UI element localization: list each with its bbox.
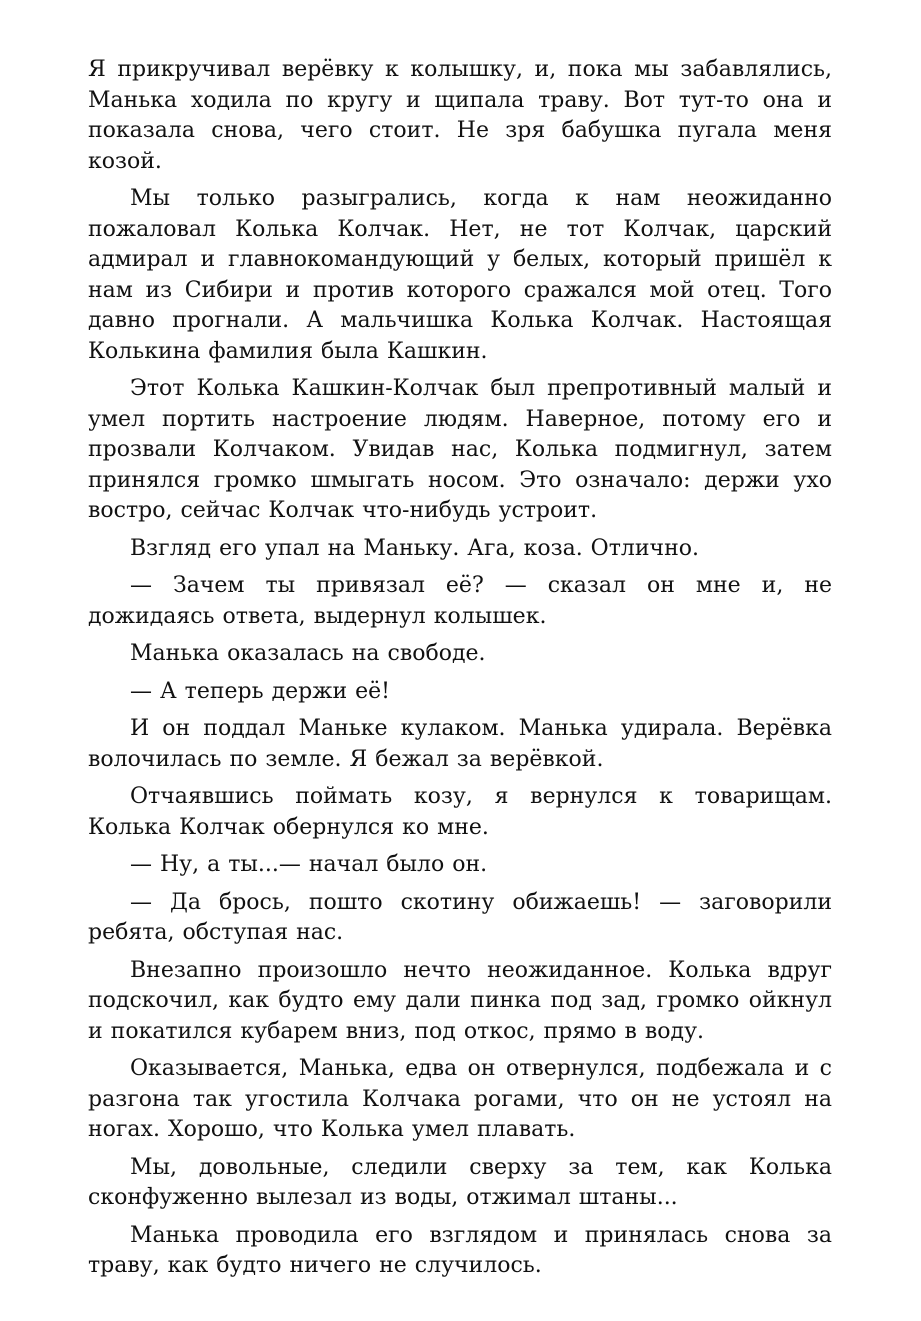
paragraph: И он поддал Маньке кулаком. Манька удирала. Верёвка волочилась по земле. Я бежал за верёвкой. [88, 716, 832, 772]
paragraph: — Да брось, пошто скотину обижаешь! — заговорили ребята, обступая нас. [88, 889, 832, 945]
paragraph: Манька проводила его взглядом и принялась снова за траву, как будто ничего не случилось. [88, 1222, 832, 1278]
page-text [88, 55, 832, 1289]
paragraph: Манька оказалась на свободе. [130, 641, 486, 666]
paragraph: Внезапно произошло нечто неожиданное. Колька вдруг подскочил, как будто ему дали пинка под зад, громко ойкнул и покатился кубарем вниз, под откос, прямо в воду. [88, 957, 832, 1044]
paragraph: Этот Колька Кашкин-Колчак был препротивный малый и умел портить настроение людям. Наверное, потому его и прозвали Колчаком. Увидав нас, Колька подмигнул, затем принялся громко шмыгать носом. Это означало: держи ухо востро, сейчас Колчак что-нибудь устроит. [88, 376, 832, 523]
paragraph: Я прикручивал верёвку к колышку, и, пока мы забавлялись, Манька ходила по кругу и щипала траву. Вот тут-то она и показала снова, чего стоит. Не зря бабушка пугала меня козой. [88, 57, 832, 174]
paragraph: Взгляд его упал на Маньку. Ага, коза. Отлично. [130, 535, 699, 561]
paragraph: Мы, довольные, следили сверху за тем, как Колька сконфуженно вылезал из воды, отжимал штаны... [88, 1154, 832, 1210]
paragraph: Мы только разыгрались, когда к нам неожиданно пожаловал Колька Колчак. Нет, не тот Колчак, царский адмирал и главнокомандующий у белых, который пришёл к нам из Сибири и против которого сражался мой отец. Того давно прогнали. А мальчишка Колька Колчак. Настоящая Колькина фамилия была Кашкин. [88, 186, 832, 364]
paragraph: Отчаявшись поймать козу, я вернулся к товарищам. Колька Колчак обернулся ко мне. [88, 784, 832, 840]
paragraph: — Зачем ты привязал её? — сказал он мне и, не дожидаясь ответа, выдернул колышек. [88, 573, 832, 629]
paragraph: — А теперь держи её! [130, 678, 390, 704]
paragraph: — Ну, а ты...— начал было он. [130, 852, 488, 877]
paragraph: Оказывается, Манька, едва он отвернулся, подбежала и с разгона так угостила Колчака рогами, что он не устоял на ногах. Хорошо, что Колька умел плавать. [88, 1056, 832, 1142]
